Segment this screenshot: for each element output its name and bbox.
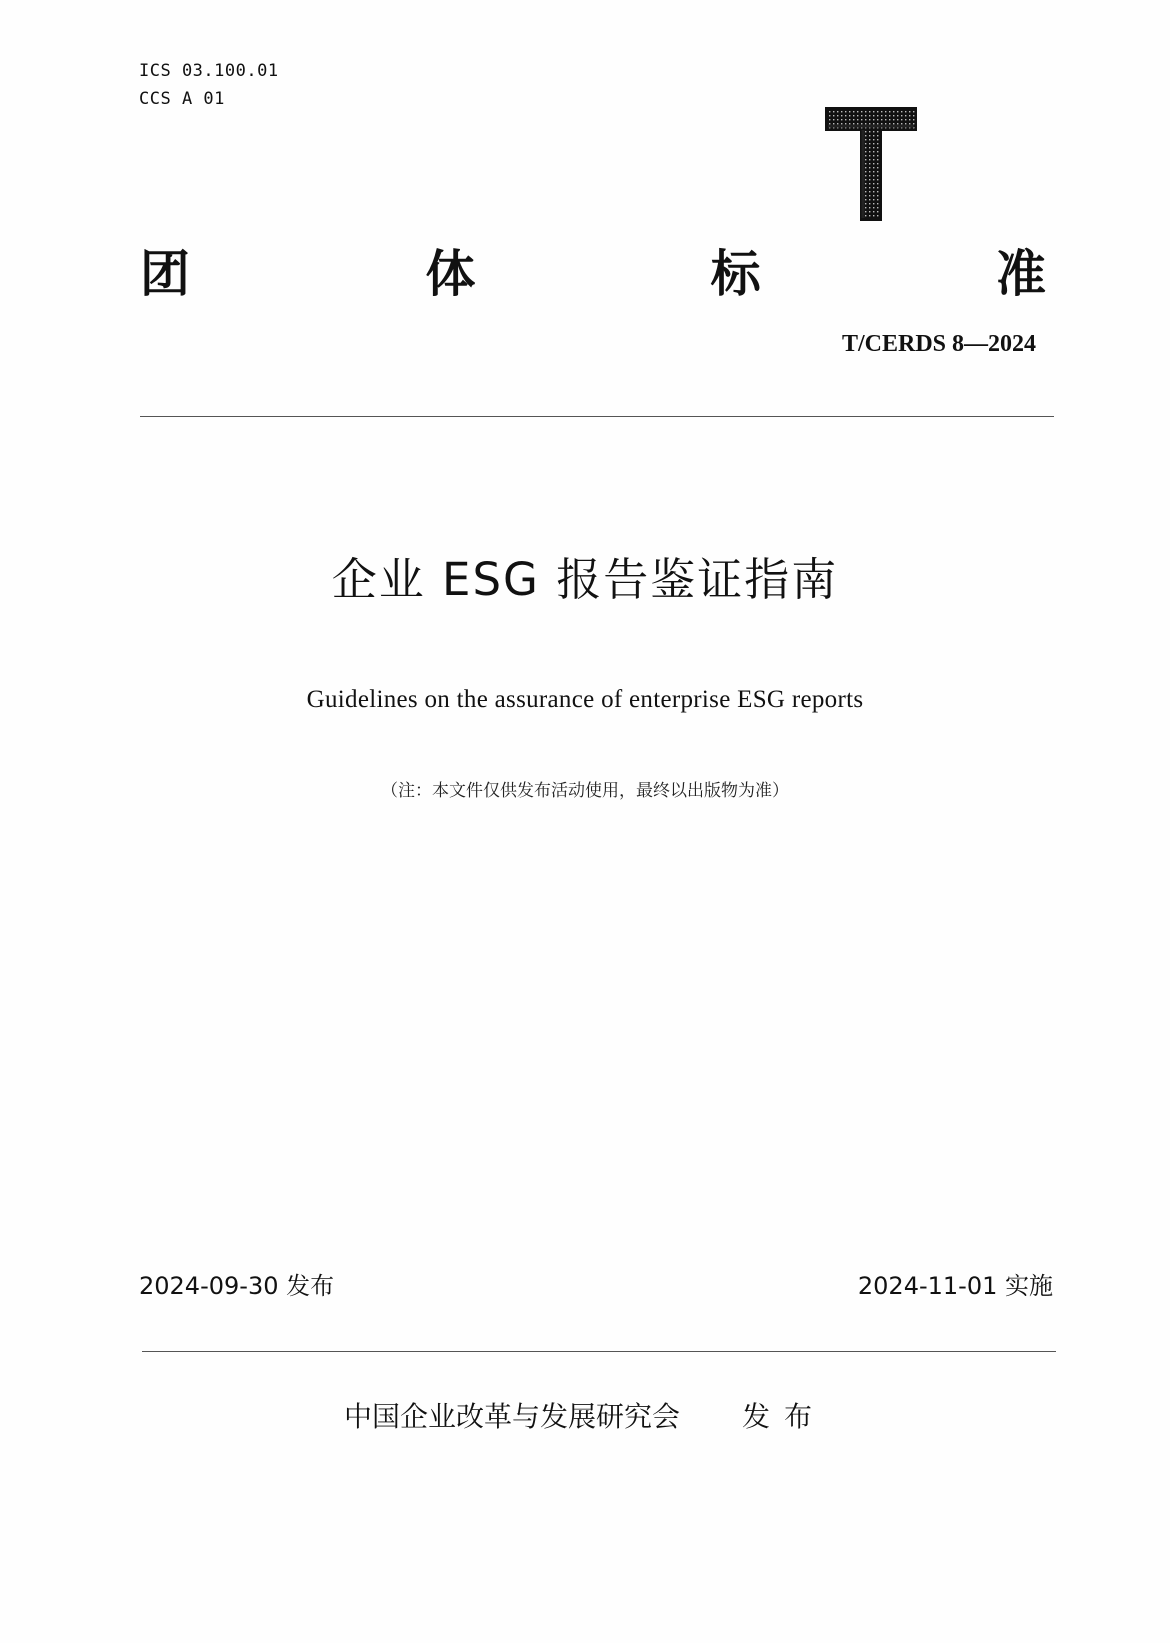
release-date: 2024-09-30 发布 [139, 1272, 335, 1300]
publisher-suffix: 发布 [742, 1400, 827, 1433]
standard-type-char: 团 [140, 245, 190, 303]
ics-code: ICS 03.100.01 [139, 61, 279, 81]
standard-type-char: 体 [425, 245, 476, 303]
publisher-line [0, 1395, 1170, 1435]
document-title-en: Guidelines on the assurance of enterprise ESG reports [306, 686, 864, 713]
standard-type-char: 标 [710, 245, 761, 303]
t-standard-logo [824, 106, 918, 222]
standard-number: T/CERDS 8—2024 [841, 331, 1036, 357]
top-divider [140, 416, 1054, 417]
document-title-zh: 企业 ESG 报告鉴证指南 [331, 553, 839, 606]
release-note: （注：本文件仅供发布活动使用，最终以出版物为准） [381, 781, 789, 801]
standard-type-heading [140, 244, 1046, 304]
standard-type-char: 准 [995, 245, 1046, 303]
ccs-code: CCS A 01 [139, 89, 225, 109]
bottom-divider [142, 1351, 1056, 1352]
publisher-name: 中国企业改革与发展研究会 [343, 1400, 680, 1433]
classification-codes [139, 57, 279, 113]
implementation-date: 2024-11-01 实施 [857, 1272, 1053, 1300]
